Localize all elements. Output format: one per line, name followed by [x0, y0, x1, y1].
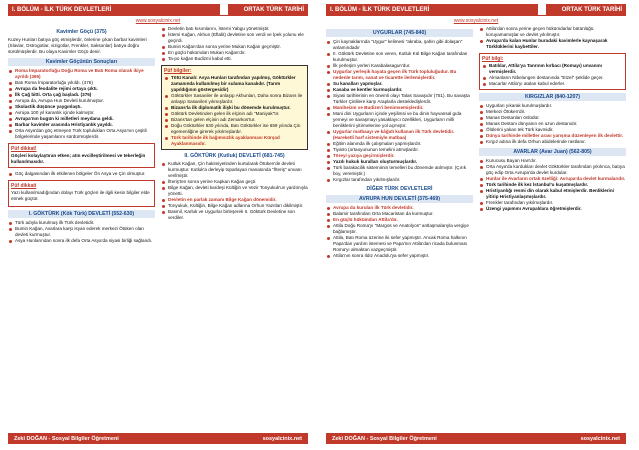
- note-title: Püf dikkat!: [11, 146, 37, 152]
- note-box: [8, 180, 155, 207]
- list-item: Orta Asya'da kurdukları devlet Göktürkler tarafından yıkılınca, batıya göç edip Orta Avrupa'da devlet kurdular.: [479, 164, 626, 176]
- section-title: DİĞER TÜRK DEVLETLERİ: [366, 186, 433, 192]
- list-item: Avrupa da kurulan ilk Türk devletidir.: [326, 205, 473, 211]
- page-header: [326, 4, 626, 16]
- list-item: Manas Destanı dünyanın en uzun destanıdır.: [479, 121, 626, 127]
- list-item: Hristiyanlığı resmi din olarak kabul etmişlerdir. Benliklerini yitirip Hristiyanlaşmışlardır.: [479, 188, 626, 200]
- list-item: Macarlar Attila'yı atalan kabul ederler.: [482, 81, 623, 87]
- list-item: Göç dalgasından ilk etkilenen bölgeler Ön Asya ve Çin olmuştur.: [8, 171, 155, 177]
- column-2: [479, 26, 626, 430]
- list-item: Türk tarihinde ilk kez İstanbul'u kuşatmışlardır.: [479, 182, 626, 188]
- note-box: [479, 53, 626, 90]
- list-item: En güçlü hükümdarı Attila'dır.: [326, 217, 473, 223]
- list-item: Avrupa da, Avrupa Hun Devleti kurulmuştur.: [8, 98, 155, 104]
- list-item: Mani dini Uygurların içinde yeşilimsi ve bu dinin hayvansal gıda yemeyi ve savaşmayı yasaklayıcı özellikleri, Uygurların milli benliklerini yitirmelerine yol açmıştır.: [326, 111, 473, 129]
- list-item: İlk Çağ bitti. Orta çağ başladı. (375): [8, 92, 155, 98]
- section-title: Kavimler Göçünün Sonuçları: [8, 58, 155, 66]
- footer-site[interactable]: sosyalcinix.net: [262, 435, 302, 442]
- note-text: Yazı kullanılmadığından dolayı Türk göçleri ile ilgili kesin bilgiler elde etmek güçtür.: [11, 190, 150, 201]
- list-item: Tiyatro (ortaoyununun temelini atmışlardır.: [326, 147, 473, 153]
- list-item: Eğitim alanında ilk çalışmaları yapmışlardır.: [326, 141, 473, 147]
- list-item: Avrupa'nın bugün ki milletleri meydana geldi.: [8, 116, 155, 122]
- page-footer: [326, 433, 626, 444]
- list-item: Kurucusu Bayan Han'dır.: [479, 158, 626, 164]
- page-left: [8, 4, 308, 444]
- list-item: Avrupa'da kalan Hunlar buradaki kavimlerle kaynaşarak Türklüklerini kaybettiler.: [479, 38, 626, 50]
- list-item: II. Göktürk Devletine son veren, Kutluk Kül Bilge Kağan tarafından kurulmuştur.: [326, 51, 473, 63]
- list-item: Türk barakacilik sistemimin temelleri bu dönemde atılmıştır. (Çırık boy, veremiştir.): [326, 165, 473, 177]
- list-item: Kırgız adına ilk defa Orhun abidelerinde rastlanır.: [479, 139, 626, 145]
- list-item: Ta-po kağan Budizmi kabul etti.: [161, 56, 308, 62]
- list-item: Avrupa 100 yıl karanlık içinde kalmıştır.: [8, 110, 155, 116]
- list-item: Attila'dan sonra yerine geçen hükümdarlar bütünlüğü koruyamamışlar ve devlet yıkılmıştır.: [479, 26, 626, 38]
- list-item: Attila, Batı Roma üzerine iki sefer yapmıştır. Ancak Roma halkının Papa'dan yardım istemesi ve Papa'nın Attila'dan ricada bulunması Roma'yı almaktan vazgeçmiştir.: [326, 235, 473, 253]
- header-right: ORTAK TÜRK TARİHİ: [220, 4, 308, 15]
- page-footer: [8, 433, 308, 444]
- list-item: Bumin Kağan, Avarlara karşı isyan ederek merkezi Ötüken olan devleti kurmuştur.: [8, 226, 155, 238]
- list-item: Göktürkler Sasaniler ile anlaşıp Akhunları, Daha sonra Bizans ile anlaşıp Sasanileri yıkmışlardır.: [164, 93, 305, 105]
- header-left: I. BÖLÜM - İLK TÜRK DEVLETLERİ: [8, 4, 220, 15]
- list-item: Barbar kavimler arasında Hristiyanlık yayıldı.: [8, 122, 155, 128]
- list-item: Uygurları yıkarak kurulmuşlardır.: [479, 103, 626, 109]
- section-title: AVARLAR (Avar Juan) (562-805): [479, 148, 626, 156]
- list-item: Batı Roma İmparatorluğu yıkıldı. (476): [8, 80, 155, 86]
- section-title: Kavimler Göçü (375): [56, 29, 107, 35]
- note-title: Püf bilgiler:: [164, 68, 192, 74]
- list-item: Doğu Göktürkler 630 yılında, Batı Göktürkler ise 659 yılında Çin egemenliğine girerek yıkılmışlardır.: [164, 123, 305, 135]
- list-item: Uygurlar yerleşik hayata geçen ilk Türk topluluğudur. Bu nedenle tarım, sanat ve ticarette ilerlemişlerdir.: [326, 69, 473, 81]
- page-right: [326, 4, 626, 444]
- header-left: I. BÖLÜM - İLK TÜRK DEVLETLERİ: [326, 4, 538, 15]
- list-item: Skolastik düşünce yaygınlaştı.: [8, 104, 155, 110]
- list-item: Basmil, Karluk ve Uygurlar birleşerek II. Göktürk Devletine son verdiler.: [161, 209, 308, 221]
- list-item: Bizans'la ilk diplomatik ilişki bu dönemde kurulmuştur.: [164, 105, 305, 111]
- list-item: Maniheizm ve Budizm'i benimsemişlerdir.: [326, 105, 473, 111]
- list-item: Frenkler tarafından yıkılmışlardır.: [479, 200, 626, 206]
- list-item: Türk adıyla kurulmuş ilk Türk devletidir.: [8, 220, 155, 226]
- header-right: ORTAK TÜRK TARİHİ: [538, 4, 626, 15]
- section-title: II. GÖKTÜRK (Kutluk) DEVLETİ (681-745): [184, 153, 285, 159]
- list-item: Tötü Kanalı: Asya Hunları tarafından yapılmış, Göktürkler zamanında kullanılmış bir sulama kanalıdır. (Tarım yapıldığının göstergesidir): [164, 75, 305, 93]
- note-title: Püf dikkati: [11, 183, 37, 189]
- list-item: Üzengi yapımını Avrupalılara öğretmişlerdir.: [479, 206, 626, 212]
- list-item: Almanların Nibelungen destanında "Etzel" şeklide geçer.: [482, 75, 623, 81]
- list-item: Kırgızlar tarafından yıkılmışlardır.: [326, 177, 473, 183]
- note-title: Püf bilgi:: [482, 56, 504, 62]
- list-item: Kutluk Kağan, Çin hakimiyetinden kurtularak Ötüken'de devleti kurmuştur. Kutluk'a derleyip toparlayan manasında "İlteriş" unvanı verilmiştir.: [161, 161, 308, 179]
- list-item: Göktürk Devletinden gelen ilk elçinin adı "Maniyak"tır.: [164, 111, 305, 117]
- note-box: [161, 65, 308, 150]
- list-item: Avrupa da feodalite rejimi ortaya çıktı.: [8, 86, 155, 92]
- section-title: UYGURLAR (745-840): [326, 29, 473, 37]
- list-item: Dünya tarihinde milletler arası yarışma düzenleyen ilk devlettir.: [479, 133, 626, 139]
- list-item: Attila'nın sonra Ildız Anadolu'ya sefer yapmıştır.: [326, 253, 473, 259]
- page-header: [8, 4, 308, 16]
- list-item: Bilge Kağan, devleti kardeşi Kültiğin ve Vezir Tonyukuk'un yardımıyla yönetti.: [161, 185, 308, 197]
- list-item: En güçlü hükümdarı Mukan Kağan'dır.: [161, 50, 308, 56]
- list-item: Hunlar ile Avarların ortak özelliği: Avrupa'da devlet kurmalarıdır.: [479, 176, 626, 182]
- list-item: Bizans'tan gelen elçinin adı Zemarkos'tur.: [164, 117, 305, 123]
- footer-site[interactable]: sosyalcinix.net: [580, 435, 620, 442]
- list-item: Batılılar, Attila'ya Tanrının kırbacı (Romayı) unvanını vermişlerdir.: [482, 63, 623, 75]
- list-item: İstemi Kağan, Akhun (Eftalit) devletine son verdi ve İpek yolunu ele geçirdi.: [161, 32, 308, 44]
- site-link[interactable]: www.sosyalcinix.net: [453, 18, 499, 24]
- list-item: Uygurlar matbaayı ve kâğıdı kullanan ilk Türk devletidir. (Hareketli harf sistemiyle matbaa): [326, 129, 473, 141]
- list-item: Çin kaynaklarında "Uygur" kelimesi "akraba, şahin gibi dolaşan" anlamındadır: [326, 39, 473, 51]
- list-item: Töreyi yazıya geçirmişlerdir.: [326, 153, 473, 159]
- footer-author: Zeki DOĞAN - Sosyal Bilgiler Öğretmeni: [332, 435, 437, 442]
- list-item: Yazılı hukuk kuralları oluşturmuşlardır.: [326, 159, 473, 165]
- section-title: AVRUPA HUN DEVLETİ (375-469): [326, 195, 473, 203]
- list-item: Su kanalları yapmışlar.: [326, 81, 473, 87]
- list-item: Siyasi tarihlerinin en önemli olayı Talas Savaşıdır (751). Bu savaşta Türkler Çinlilere karşı Araplarla destekledişlerdir.: [326, 93, 473, 105]
- list-item: Bumin Kağan'dan sonra yerine Mukan Kağan geçmiştir.: [161, 44, 308, 50]
- list-item: Orta Asya'dan göç etmeyen Türk toplulukları Orta Asya'nın çeşitli bölgelerinde yaşamlarını sürdürmüşlerdir.: [8, 128, 155, 140]
- paragraph: Kuzey Hunları batıya göç etmişlerdir, önlerine çıkan barbar kavimleri (Slavlar, Ostrogotlar, vizigotlar, Frenkler, Saksonlar) batıya doğru sürülmüşlerdir. Bu olaya Kavimler Göçü denir.: [8, 37, 147, 54]
- section-title: KIRGIZLAR (840-1207): [479, 93, 626, 101]
- list-item: Attila Doğu Roma'yı "Margos ve Anatolyos" antlaşmalarıyla vergiye bağlamıştır.: [326, 223, 473, 235]
- list-item: Balamir tarafından Orta Macaristan da kurmuştur.: [326, 211, 473, 217]
- note-box: [8, 143, 155, 168]
- list-item: İlk yerleşim yerleri Karabalasagun'dur.: [326, 63, 473, 69]
- list-item: Ölülerini yakan tek Türk kavmidir.: [479, 127, 626, 133]
- list-item: Roma İmparatorluğu Doğu Roma ve Batı Roma olarak ikiye ayrıldı (395): [8, 68, 155, 80]
- column-1: [8, 26, 155, 430]
- list-item: Tonyukuk, Kültiğin, Bilge Kağan adlarına Orhun Yazıtları dikilmiştir.: [161, 203, 308, 209]
- section-title: I. GÖKTÜRK (Kök Türk) DEVLETİ (552-630): [8, 210, 155, 218]
- list-item: İlteriş'ten sonra yerine Kapkan Kağan geçti.: [161, 179, 308, 185]
- list-item: Devletin en parlak zamanı Bilge Kağan dönemidir.: [161, 197, 308, 203]
- note-text: Göçleri kolaylaştıran etken; atın evcilleştirilmesi ve tekerleğin kullanılmasıdır.: [11, 153, 146, 164]
- list-item: Devletin batı kısımlarını, İstemi Yabgu yönetmiştir.: [161, 26, 308, 32]
- list-item: Manas Destanları önlüdür.: [479, 115, 626, 121]
- list-item: Asya Hunlarından sonra ilk defa Orta Asya'da siyasi birliği sağlandı.: [8, 238, 155, 244]
- column-2: [161, 26, 308, 430]
- list-item: Türk tarihinde ilk bağımsızlık ayaklanması Kürşad Ayaklanmasıdır.: [164, 135, 305, 147]
- list-item: Merkezi Ötüken'dir.: [479, 109, 626, 115]
- footer-author: Zeki DOĞAN - Sosyal Bilgiler Öğretmeni: [14, 435, 119, 442]
- list-item: Kasaba ve kentler kurmuşlardır.: [326, 87, 473, 93]
- site-link[interactable]: www.sosyalcinix.net: [135, 18, 181, 24]
- column-1: [326, 26, 473, 430]
